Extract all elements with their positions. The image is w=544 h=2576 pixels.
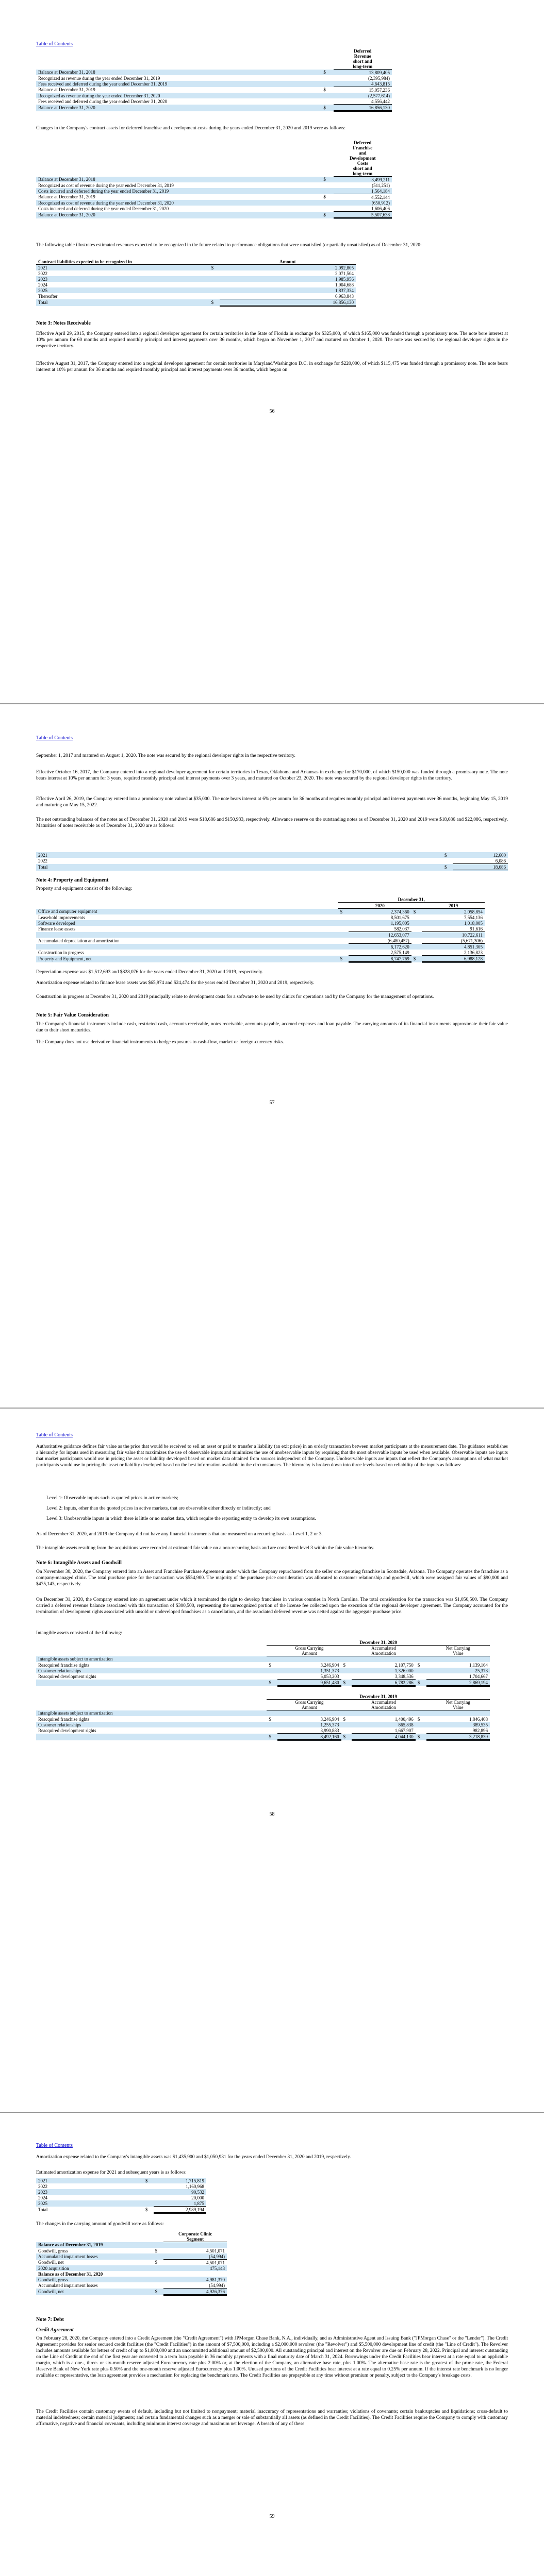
paragraph: Changes in the Company's contract assets for deferred franchise and development costs during the years ended December 31, 2020 and 2019 were as follows: [36,126,346,131]
paragraph: Effective April 29, 2015, the Company entered into a regional developer agreement for certain territories in the State of Florida in exchange for $325,000, of which $165,000 was funded through a promissory note. The note bore interest at 10% per annum for 60 months and required monthly principal and interest payments over 36 months, which began on November 1, 2017 and matured on October 1, 2020. The note was secured by the regional developer rights in the respective territory. [36,331,508,349]
intangible-assets-2019-table: December 31, 2019 Gross Carrying Amount Accumulated Amortization Net Carrying Value Intangible assets subject to amortization Reacquired franchise rights $ 3,246,904 $ 1,400,496 $ 1,846,408 Customer relationships 1,255,373 865,838 389,535 Reacquired development rights 3,990,883 1,667,907 982,896 $ 8,492,160 $ 4,044,130 $ 3,218,839 [36,1693,490,1741]
table-row: 6,172,620 4,851,305 [36,944,485,950]
table-row: Reacquired development rights 3,990,883 1,667,907 982,896 [36,1727,490,1734]
paragraph: The Company does not use derivative financial instruments to hedge exposures to cash-flow, market or foreign-currency risks. [36,1040,284,1045]
table-row: Total $ 16,856,130 [36,299,356,306]
deferred-costs-table [36,140,392,219]
note-heading: Note 3: Notes Receivable [36,320,91,326]
table-row: Recognized as revenue during the year ended December 31, 2020 (2,577,614) [36,93,392,98]
table-row: $ 8,492,160 $ 4,044,130 $ 3,218,839 [36,1734,490,1740]
table-row: Balance at December 31, 2020 $ 16,856,130 [36,105,392,111]
table-row: Intangible assets subject to amortization [36,1710,490,1717]
table-row: 2020 acquisition 475,143 [36,2265,227,2271]
table-row: Goodwill, net $ 4,501,071 [38,2260,225,2265]
table-row: Intangible assets subject to amortization [36,1656,490,1663]
table-of-contents-link[interactable]: Table of Contents [36,41,73,47]
intangible-assets-2020-table: December 31, 2020 Gross Carrying Amount Accumulated Amortization Net Carrying Value Intangible assets subject to amortization Reacquired franchise rights $ 3,246,904 $ 2,107,750 $ 1,139,164 Customer relationships 1,351,373 1,326,000 25,373 Reacquired development rights 5,053,203 3,348,536 1,704,667 $ 9,651,480 $ 6,782,286 $ 2,869,194 [36,1639,490,1687]
table-row: Reacquired franchise rights $ 3,246,904 $ 2,107,750 $ 1,139,164 [38,1662,488,1668]
table-row: 2023 90,532 [36,2189,206,2195]
table-row: Office and computer equipment $ 2,374,360 $ 2,058,854 [36,909,485,915]
paragraph: The changes in the carrying amount of goodwill were as follows: [36,2222,164,2227]
paragraph: Intangible assets consisted of the following: [36,1631,123,1636]
note-heading: Note 5: Fair Value Consideration [36,1012,109,1018]
contract-liabilities-table: Contract liabilities expected to be recognized in Amount 2021 $ 2,092,805 2022 2,071,504 2023 1,985,956 2024 1,904,688 2025 1,837,334 Thereafter 6,963,843 Total $ 16,856,130 [36,259,356,307]
table-row: Goodwill, gross 4,981,370 [36,2277,227,2282]
table-row: Reacquired franchise rights $ 3,246,904 $ 1,400,496 $ 1,846,408 [38,1716,488,1722]
paragraph: On November 30, 2020, the Company entered into an Asset and Franchise Purchase Agreement under which the Company repurchased from the seller one operating franchise in Scottsdale, Arizona. The Company operates the franchise as a company-managed clinic. The total purchase price for the transaction was $554,900. The majority of the purchase price consideration was allocated to customer relationship and goodwill, which were assigned fair values of $90,000 and $475,143, respectively. [36,1569,508,1587]
table-of-contents-link[interactable]: Table of Contents [36,735,73,741]
amortization-schedule-table [36,2178,206,2214]
subheading: Credit Agreement [36,2327,74,2333]
table-row: 2021 $ 12,600 [36,852,508,858]
page-57 [0,704,544,1408]
page-number: 57 [269,1100,275,1106]
table-row: Balance at December 31, 2020 $ 5,507,638 [36,212,392,218]
page-56 [0,0,544,703]
table-row: 2023 1,985,956 [36,276,356,282]
table-row: 2024 20,000 [38,2195,204,2200]
table-row: Total $ 2,989,194 [36,2207,206,2213]
deferred-revenue-table [36,48,392,112]
paragraph: The following table illustrates estimated revenues expected to be recognized in the future related to performance obligations that were unsatisfied (or partially unsatisfied) as of December 31, 2020: [36,243,422,248]
table-row: Property and Equipment, net $ 8,747,769 $ 6,988,128 [36,956,485,962]
table-row: Balance as of December 31, 2020 [38,2271,103,2277]
table-row: Balance at December 31, 2019 $ 15,057,236 [38,87,390,93]
table-row: 12,653,077 10,722,611 [36,932,485,938]
property-equipment-table: December 31, 2020 2019 Office and computer equipment $ 2,374,360 $ 2,058,854 Leasehold improvements 8,501,675 7,554,136 Software developed 1,195,005 1,018,005 Finance lease assets 582,037 91,616 12,653,077 10,722,611 Accumulated depreciation and amortization (6,480,457) (5,671,306) 6,172,620 4,851,305 Construction in progress 2,575,149 2,136,823 Property and Equipment, net $ 8,747,769 $ 6,988,128 [36,896,485,963]
paragraph: On February 28, 2020, the Company entered into a Credit Agreement (the "Credit Agreement") with JPMorgan Chase Bank, N.A., individually, and as Administrative Agent and Issuing Bank ("JPMorgan Chase" or the "Lender"). The Credit Agreement provides for senior secured credit facilities (the "Credit Facilities") in the amount of $7,500,000, including a $2,000,000 revolver (the "Revolver") and $5,500,000 development line of credit (the "Line of Credit"). The Revolver includes amounts available for letters of credit of up to $1,000,000 and an uncommitted additional amount of $2,500,000. All outstanding principal and interest on the Revolver are due on February 28, 2022. Principal and interest outstanding on the Line of Credit at the end of the first year are converted to a term loan payable in 36 monthly payments with a final maturity date of March 31, 2024. Borrowings under the Credit Facilities bear interest at a rate equal to an applicable margin, which is a one-, three- or six-month reserve adjusted Eurocurrency rate plus 2.00% or, at the election of the Company, an alternative base rate, plus 1.00%. The alternative base rate is the greatest of the prime rate, the Federal Reserve Bank of New York rate plus 0.50% and the one-month reserve adjusted Eurocurrency plus 1.00%. Unused portions of the Credit Facilities bear interest at a rate equal to 0.25% per annum. If the interest rate benchmark is no longer available or representative, the loan agreement provides a mechanism for replacing the benchmark rate. The Credit Facilities are prepayable at any time without premium or penalty, subject to the Company's breakage costs. [36,2336,508,2378]
table-row: Total $ 18,686 [36,864,508,871]
table-row: Reacquired development rights 5,053,203 3,348,536 1,704,667 [36,1673,490,1680]
table-row: Construction in progress 2,575,149 2,136,823 [36,950,485,956]
paragraph: Authoritative guidance defines fair value as the price that would be received to sell an asset or paid to transfer a liability (an exit price) in an orderly transaction between market participants at the measurement date. The guidance establishes a hierarchy for inputs used in measuring fair value that maximizes the use of observable inputs and minimizes the use of unobservable inputs by requiring that the most observable inputs be used when available. Observable inputs are inputs that market participants would use in pricing the asset or liability developed based on market data obtained from sources independent of the Company. Unobservable inputs are inputs that reflect the Company's assumptions of what market participants would use in pricing the asset or liability developed based on the best information available in the circumstances. The hierarchy is broken down into three levels based on reliability of the inputs as follows: [36,1444,508,1468]
paragraph: Effective August 31, 2017, the Company entered into a regional developer agreement for certain territories in Maryland/Washington D.C. in exchange for $220,000, of which $115,475 was funded through a promissory note. The note bears interest at 10% per annum for 36 months and required monthly principal and interest payments over 36 months, which began on [36,361,508,372]
table-row: 2025 1,875 [36,2200,206,2207]
table-row: 2022 1,160,968 [38,2183,204,2189]
table-row: Fees received and deferred during the year ended December 31, 2019 4,643,815 [36,81,392,87]
paragraph: As of December 31, 2020, and 2019 the Company did not have any financial instruments that are measured on a recurring basis as Level 1, 2 or 3. [36,1532,323,1537]
table-row: Recognized as cost of revenue during the year ended December 31, 2019 (511,251) [38,182,390,188]
table-row: Fees received and deferred during the year ended December 31, 2020 4,556,442 [36,98,392,105]
page-number: 58 [269,1811,275,1817]
note-heading: Note 4: Property and Equipment [36,877,109,883]
paragraph: Property and equipment consist of the following: [36,886,133,891]
page-number: 59 [269,2514,275,2519]
page-number: 56 [269,409,275,414]
table-row: Costs incurred and deferred during the year ended December 31, 2019 1,564,184 [36,188,392,194]
table-of-contents-link[interactable]: Table of Contents [36,1432,73,1438]
table-row: Accumulated impairment losses (54,994) [36,2282,227,2289]
table-row: Recognized as cost of revenue during the year ended December 31, 2020 (650,912) [36,200,392,206]
paragraph: The intangible assets resulting from the acquisitions were recorded at estimated fair value on a non-recurring basis and are considered level 3 within the fair value hierarchy. [36,1546,374,1551]
table-row: Balance at December 31, 2019 $ 4,552,144 [38,194,390,200]
table-row: Accumulated impairment losses (54,994) [36,2253,227,2260]
table-row: Leasehold improvements 8,501,675 7,554,136 [38,914,483,920]
table-row: Goodwill, net $ 4,926,376 [36,2289,227,2295]
table-row: 2021 $ 2,092,805 [36,265,356,271]
table-row: Finance lease assets 582,037 91,616 [36,926,485,932]
table-row: Software developed 1,195,005 1,018,005 [36,920,485,926]
table-row: $ 9,651,480 $ 6,782,286 $ 2,869,194 [36,1680,490,1686]
table-row: Balance as of December 31, 2019 [36,2242,227,2248]
list-item: Level 3: Unobservable inputs in which there is little or no market data, which require the reporting entity to develop its own assumptions. [46,1516,316,1521]
table-row: Customer relationships 1,255,373 865,838 389,535 [36,1722,490,1727]
goodwill-table: Corporate Clinic Segment Balance as of December 31, 2019 Goodwill, gross $ 4,501,071 Accumulated impairment losses (54,994) Goodwill, net $ 4,501,071 2020 acquisition 475,143 Balance as of December 31, 2020 Goodwill, gross 4,981,370 Accumulated impairment losses (54,994) Goodwill, net $ 4,926,376 [36,2231,227,2296]
paragraph: The Credit Facilities contain customary events of default, including but not limited to nonpayment; material inaccuracy of representations and warranties; violations of covenants; certain bankruptcies and liquidations; cross-default to material indebtedness; certain material judgments; and certain fundamental changes such as a merger or sale of substantially all assets (as defined in the Credit Facilities). The Credit Facilities require the Company to comply with customary affirmative, negative and financial covenants, including minimum interest coverage and maximum net leverage. A breach of any of these [36,2409,508,2427]
table-row: Balance at December 31, 2018 $ 3,499,211 [36,177,392,183]
table-row: Recognized as revenue during the year ended December 31, 2019 (2,395,984) [38,75,390,81]
paragraph: On December 31, 2020, the Company entered into an agreement under which it terminated the right to develop franchises in various counties in North Carolina. The total consideration for the transaction was $1,050,500. The Company carried a deferred revenue balance associated with this transaction of $300,500, representing the unrecognized portion of the license fee collected upon the execution of the regional developer agreement. The Company accounted for the termination of development rights associated with unsold or undeveloped franchises as a cancellation, and the associated deferred revenue was netted against the aggregate purchase price. [36,1597,508,1615]
table-row: 2022 6,086 [36,858,508,864]
note-heading: Note 7: Debt [36,2317,64,2323]
list-item: Level 1: Observable inputs such as quoted prices in active markets; [46,1496,178,1501]
table-row: Costs incurred and deferred during the year ended December 31, 2020 1,606,406 [36,206,392,212]
paragraph: The net outstanding balances of the notes as of December 31, 2020 and 2019 were $18,686 and $150,933, respectively. Allowance reserve on the outstanding notes as of December 31, 2020 and 2019 were $18,686 and $22,086, respectively. Maturities of notes receivable as of December 31, 2020 are as follows: [36,817,508,828]
col-header: Deferred Franchise and Development Costs short and long-term [334,140,392,177]
notes-maturities-table [36,852,508,871]
table-row: Accumulated depreciation and amortization (6,480,457) (5,671,306) [36,938,485,944]
col-header: Deferred Revenue short and long-term [334,48,392,70]
table-row: 2024 1,904,688 [38,282,354,287]
paragraph: The Company's financial instruments include cash, restricted cash, accounts receivable, notes receivable, accounts payable, accrued expenses and loan payable. The carrying amounts of its financial instruments approximate their fair value due to their short maturities. [36,1022,508,1033]
table-row: Customer relationships 1,351,373 1,326,000 25,373 [36,1668,490,1673]
page-59 [0,2113,544,2576]
paragraph: September 1, 2017 and matured on August 1, 2020. The note was secured by the regional developer rights in the respective territory. [36,753,295,758]
table-row: Thereafter 6,963,843 [36,293,356,299]
list-item: Level 2: Inputs, other than the quoted prices in active markets, that are observable either directly or indirectly; and [46,1506,271,1511]
paragraph: Depreciation expense was $1,512,693 and $828,076 for the years ended December 31, 2020 and 2019, respectively. [36,970,263,975]
paragraph: Effective April 26, 2019, the Company entered into a promissory note valued at $35,000. The note bears interest at 6% per annum for 36 months and requires monthly principal and interest payments over 36 months, beginning May 15, 2019 and maturing on May 15, 2022. [36,796,508,808]
paragraph: Estimated amortization expense for 2021 and subsequent years is as follows: [36,2170,187,2175]
table-row: Goodwill, gross $ 4,501,071 [38,2248,225,2253]
paragraph: Construction in progress at December 31, 2020 and 2019 principally relate to development costs for a software to be used by clinics for operations and by the Company for the management of operations. [36,994,434,999]
table-of-contents-link[interactable]: Table of Contents [36,2143,73,2148]
table-row: 2021 $ 1,715,819 [36,2178,206,2183]
paragraph: Amortization expense related to finance lease assets was $65,974 and $24,474 for the years ended December 31, 2020 and 2019, respectively. [36,980,315,986]
note-heading: Note 6: Intangible Assets and Goodwill [36,1560,122,1566]
page-58 [0,1409,544,2112]
paragraph: Effective October 16, 2017, the Company entered into a regional developer agreement for certain territories in Texas, Oklahoma and Arkansas in exchange for $170,000, of which $150,000 was funded through a promissory note. The note bears interest at 10% per annum for 3 years, required monthly principal and interest payments over 3 years, and matured on October 23, 2020. The note was secured by the regional developer rights in the territory. [36,770,508,781]
table-row: Balance at December 31, 2018 $ 13,809,405 [36,70,392,76]
table-row: 2022 2,071,504 [38,270,354,276]
table-row: 2025 1,837,334 [36,287,356,293]
paragraph: Amortization expense related to the Company's intangible assets was $1,435,900 and $1,050,931 for the years ended December 31, 2020 and 2019, respectively. [36,2155,351,2160]
